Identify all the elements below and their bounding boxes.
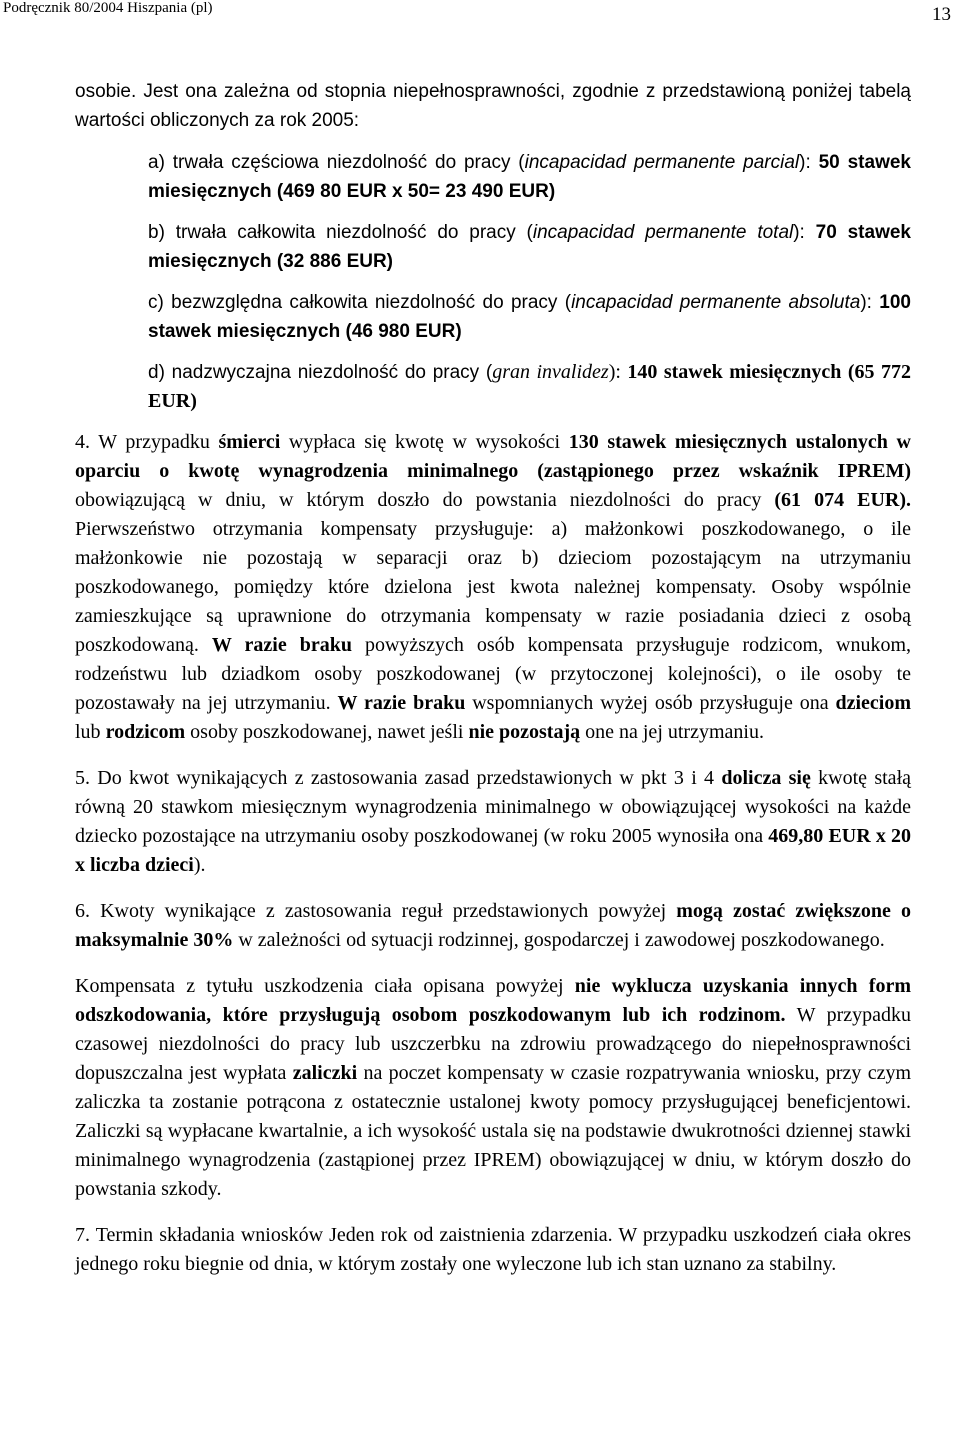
paragraph-5: 5. Do kwot wynikających z zastosowania zasad przedstawionych w pkt 3 i 4 dolicza się kwotę stałą równą 20 stawkom miesięcznym wynagrodzenia minimalnego w obowiązującej wysokości na każde dziecko pozostające na utrzymaniu osoby poszkodowanej (w roku 2005 wynosiła ona 469,80 EUR x 20 x liczba dzieci).: [75, 767, 911, 876]
list-item-a: a) trwała częściowa niezdolność do pracy (incapacidad permanente parcial): 50 stawek miesięcznych (469 80 EUR x 50= 23 490 EUR): [148, 152, 911, 202]
page-header-title: Podręcznik 80/2004 Hiszpania (pl): [3, 0, 213, 16]
document-body: [75, 77, 911, 1279]
list-item-d: d) nadzwyczajna niezdolność do pracy (gran invalidez): 140 stawek miesięcznych (65 772 EUR): [148, 361, 911, 412]
paragraph-4: 4. W przypadku śmierci wypłaca się kwotę w wysokości 130 stawek miesięcznych ustalonych w oparciu o kwotę wynagrodzenia minimalnego (zastąpionego przez wskaźnik IPREM) obowiązującą w dniu, w którym doszło do powstania niezdolności do pracy (61 074 EUR). Pierwszeństwo otrzymania kompensaty przysługuje: a) małżonkowi poszkodowanego, o ile małżonkowie nie pozostają w separacji oraz b) dzieciom pozostającym na utrzymaniu poszkodowanego, pomiędzy które dzielona jest kwota należnej kompensaty. Osoby wspólnie zamieszkujące są uprawnione do otrzymania kompensaty w razie posiadania dzieci z osobą poszkodowaną. W razie braku powyższych osób kompensata przysługuje rodzicom, wnukom, rodzeństwu lub dziadkom osoby poszkodowanej (w przytoczonej kolejności), o ile osoby te pozostawały na jej utrzymaniu. W razie braku wspomnianych wyżej osób przysługuje ona dzieciom lub rodzicom osoby poszkodowanej, nawet jeśli nie pozostają one na jej utrzymaniu.: [75, 431, 912, 743]
paragraph-6: 6. Kwoty wynikające z zastosowania reguł przedstawionych powyżej mogą zostać zwiększone o maksymalnie 30% w zależności od sytuacji rodzinnej, gospodarczej i zawodowej poszkodowanego.: [75, 900, 911, 951]
list-item-b: b) trwała całkowita niezdolność do pracy (incapacidad permanente total): 70 stawek miesięcznych (32 886 EUR): [148, 222, 911, 272]
list-item-c: c) bezwzględna całkowita niezdolność do pracy (incapacidad permanente absoluta): 100 stawek miesięcznych (46 980 EUR): [148, 292, 911, 342]
paragraph-compensation: Kompensata z tytułu uszkodzenia ciała opisana powyżej nie wyklucza uzyskania innych form odszkodowania, które przysługują osobom poszkodowanym lub ich rodzinom. W przypadku czasowej niezdolności do pracy lub uszczerbku na zdrowiu prowadzącego do niepełnosprawności dopuszczalna jest wypłata zaliczki na poczet kompensaty w czasie rozpatrywania wniosku, przy czym zaliczka ta zostanie potrącona z ostatecznie ustalonej kwoty pomocy przysługującej beneficjentowi. Zaliczki są wypłacane kwartalnie, a ich wysokość ustala się na podstawie dwukrotności dziennej stawki minimalnego wynagrodzenia (zastąpionej przez IPREM) obowiązującej w dniu, w którym doszło do powstania szkody.: [75, 975, 911, 1200]
page-number: 13: [932, 4, 951, 25]
paragraph-7: 7. Termin składania wniosków Jeden rok od zaistnienia zdarzenia. W przypadku uszkodzeń ciała okres jednego roku biegnie od dnia, w którym zostały one wyleczone lub ich stan uznano za stabilny.: [75, 1224, 911, 1275]
intro-paragraph: osobie. Jest ona zależna od stopnia niepełnosprawności, zgodnie z przedstawioną poniżej tabelą wartości obliczonych za rok 2005:: [75, 81, 911, 131]
